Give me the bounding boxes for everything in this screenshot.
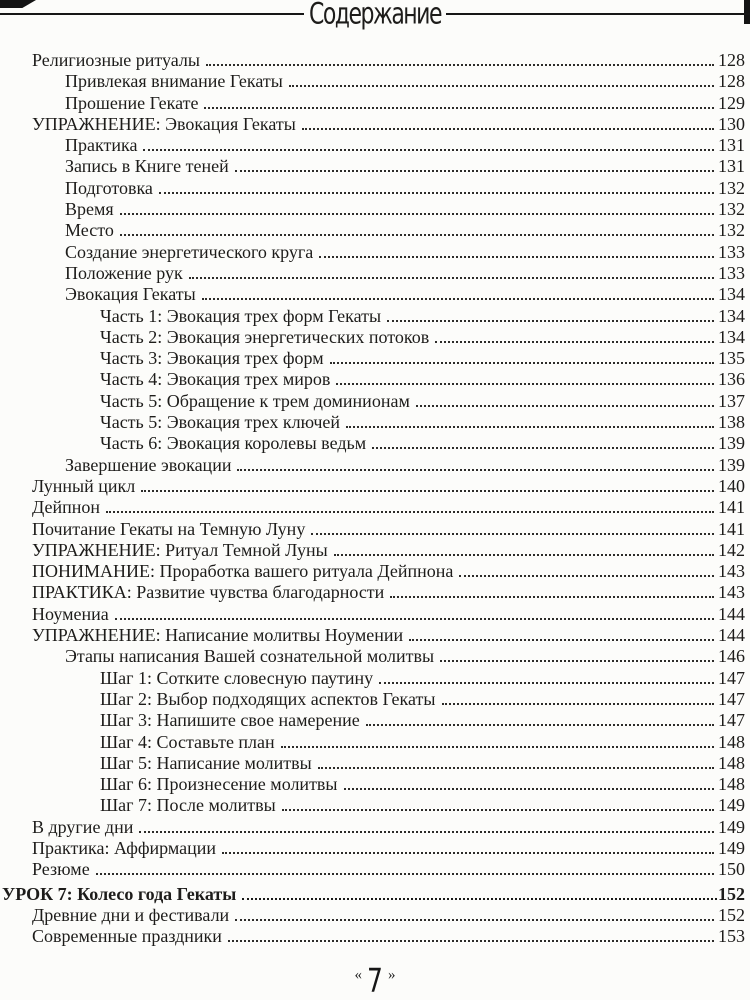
toc-entry (0, 93, 745, 114)
toc-entry-label: Время (65, 199, 114, 220)
dot-leader (440, 657, 714, 662)
toc-entry-page: 130 (718, 113, 745, 134)
dot-leader (302, 125, 714, 130)
header-rule-left (0, 13, 304, 15)
toc-entry-page: 133 (718, 262, 745, 283)
dot-leader (330, 359, 714, 364)
toc-entry-page: 133 (718, 241, 745, 262)
toc-entry-label: Практика (65, 135, 138, 156)
toc-entry-label: ПОНИМАНИЕ: Проработка вашего ритуала Дейпнона (32, 561, 454, 582)
toc-entry (0, 668, 745, 689)
toc-entry-page: 141 (718, 518, 745, 539)
dot-leader (334, 551, 714, 556)
dot-leader (106, 508, 714, 513)
dot-leader (120, 210, 714, 215)
toc-entry (0, 306, 745, 327)
toc-entry (0, 220, 745, 241)
toc-entry-label: Шаг 7: После молитвы (100, 795, 276, 816)
toc-entry-label: Часть 5: Эвокация трех ключей (100, 412, 341, 433)
toc-entry (0, 838, 745, 859)
toc-entry-label: Лунный цикл (32, 475, 136, 496)
toc-entry-label: Религиозные ритуалы (32, 50, 200, 70)
toc-entry-label: Часть 1: Эвокация трех форм Гекаты (100, 305, 382, 326)
toc-entry-page: 148 (718, 731, 745, 752)
header-rule-right (446, 13, 750, 15)
dot-leader (202, 295, 714, 300)
dot-leader (372, 444, 714, 449)
toc-entry-page: 152 (718, 883, 745, 904)
toc-entry-page: 149 (718, 816, 745, 837)
toc-entry (0, 884, 745, 905)
toc-entry-label: Часть 3: Эвокация трех форм (100, 348, 324, 369)
dot-leader (222, 849, 714, 854)
dot-leader (459, 572, 714, 577)
dot-leader (366, 721, 714, 726)
dot-leader (435, 338, 714, 343)
toc-entry (0, 926, 745, 947)
toc-entry-label: Ноумениа (32, 603, 109, 624)
toc-entry-label: Шаг 2: Выбор подходящих аспектов Гекаты (100, 688, 436, 709)
toc-entry-page: 140 (718, 475, 745, 496)
toc-entry (0, 519, 745, 540)
toc-entry-page: 131 (718, 156, 745, 177)
toc-entry (0, 71, 745, 92)
toc-entry-label: ПРАКТИКА: Развитие чувства благодарности (32, 582, 385, 603)
toc-entry-page: 139 (718, 433, 745, 454)
dot-leader (235, 167, 714, 172)
dot-leader (96, 870, 714, 875)
toc-entry-page: 132 (718, 177, 745, 198)
toc-entry-label: Прошение Гекате (65, 92, 199, 113)
toc-entry-page: 150 (718, 859, 745, 880)
toc-entry (0, 433, 745, 454)
toc-entry-page: 143 (718, 561, 745, 582)
toc-entry-page: 149 (718, 837, 745, 858)
toc-entry (0, 327, 745, 348)
toc-entry-page: 144 (718, 625, 745, 646)
toc-entry-page: 143 (718, 582, 745, 603)
dot-leader (237, 466, 714, 471)
toc-entry-label: Подготовка (65, 177, 153, 198)
toc-entry-page: 142 (718, 539, 745, 560)
dot-leader (159, 189, 714, 194)
toc-entry-label: Современные праздники (32, 926, 222, 947)
toc-entry-label: Эвокация Гекаты (65, 284, 196, 305)
toc-entry-page: 152 (718, 904, 745, 925)
toc-entry-page: 139 (718, 454, 745, 475)
toc-entry-page: 148 (718, 752, 745, 773)
footer-left-guillemet: « (354, 967, 363, 983)
toc-entry (0, 646, 745, 667)
toc-entry-label: Шаг 4: Составьте план (100, 731, 275, 752)
toc-entry (0, 50, 745, 71)
dot-leader (206, 61, 714, 66)
dot-leader (390, 593, 714, 598)
toc-entry-label: Часть 2: Эвокация энергетических потоков (100, 326, 430, 347)
dot-leader (228, 937, 714, 942)
footer-right-guillemet: » (387, 967, 396, 983)
toc-entry-label: Положение рук (65, 262, 183, 283)
toc-entry-label: Часть 6: Эвокация королевы ведьм (100, 433, 367, 454)
toc-entry-label: В другие дни (32, 816, 134, 837)
toc-entry (0, 178, 745, 199)
dot-leader (379, 679, 714, 684)
dot-leader (409, 636, 714, 641)
toc-entry-label: УРОК 7: Колесо года Гекаты (2, 883, 237, 904)
toc-entry-page: 134 (718, 326, 745, 347)
toc-entry (0, 156, 745, 177)
toc-entry-label: Практика: Аффирмации (32, 837, 217, 858)
toc-entry (0, 817, 745, 838)
toc-entry-page: 141 (718, 497, 745, 518)
toc-entry (0, 135, 745, 156)
toc-entry-page: 134 (718, 284, 745, 305)
page-footer (0, 964, 750, 998)
dot-leader (143, 146, 714, 151)
toc-entry-label: Шаг 3: Напишите свое намерение (100, 710, 360, 731)
toc-entry-label: Шаг 6: Произнесение молитвы (100, 774, 338, 795)
toc-entry (0, 242, 745, 263)
dot-leader (139, 828, 714, 833)
dot-leader (346, 423, 714, 428)
toc-entry-page: 137 (718, 390, 745, 411)
toc-entry (0, 348, 745, 369)
toc-entry-label: Шаг 1: Сотките словесную паутину (100, 667, 374, 688)
toc-entry-page: 128 (718, 71, 745, 92)
dot-leader (318, 764, 714, 769)
toc-entry-label: Дейпнон (32, 497, 101, 518)
toc-entry-page: 148 (718, 774, 745, 795)
toc-entry-page: 132 (718, 199, 745, 220)
footer-page-number: 7 (367, 962, 383, 1000)
dot-leader (242, 895, 717, 900)
toc-entry-page: 146 (718, 646, 745, 667)
toc-entry (0, 859, 745, 880)
toc-entry-page: 131 (718, 135, 745, 156)
dot-leader (282, 806, 714, 811)
toc-entry (0, 582, 745, 603)
toc-entry (0, 476, 745, 497)
dot-leader (189, 274, 714, 279)
toc-entry-label: Древние дни и фестивали (32, 904, 230, 925)
toc-entry (0, 774, 745, 795)
toc-entry-label: Часть 4: Эвокация трех миров (100, 369, 331, 390)
toc-entry (0, 753, 745, 774)
toc-entry (0, 263, 745, 284)
dot-leader (311, 530, 714, 535)
toc-entry (0, 905, 745, 926)
toc-entry (0, 455, 745, 476)
dot-leader (319, 253, 714, 258)
dot-leader (281, 743, 714, 748)
toc-entry (0, 710, 745, 731)
toc-entry-label: Запись в Книге теней (65, 156, 229, 177)
toc-entry-label: Часть 5: Обращение к трем доминионам (100, 390, 410, 411)
toc-entry-page: 149 (718, 795, 745, 816)
dot-leader (141, 487, 714, 492)
toc-entry-page: 128 (718, 50, 745, 70)
toc-entry (0, 199, 745, 220)
toc-entry-label: Этапы написания Вашей сознательной молитвы (65, 646, 435, 667)
toc-entry-page: 138 (718, 412, 745, 433)
toc-entry-label: Место (65, 220, 114, 241)
toc-entry-page: 144 (718, 603, 745, 624)
toc-entry-label: УПРАЖНЕНИЕ: Эвокация Гекаты (32, 113, 296, 134)
toc-entry (0, 369, 745, 390)
toc-entry (0, 412, 745, 433)
toc-entry (0, 689, 745, 710)
dot-leader (336, 380, 714, 385)
page-title: Содержание (308, 0, 442, 32)
toc-entry (0, 732, 745, 753)
dot-leader (120, 231, 714, 236)
toc-entry (0, 497, 745, 518)
toc-entry-label: Привлекая внимание Гекаты (65, 71, 283, 92)
toc-entry (0, 284, 745, 305)
toc-entry (0, 604, 745, 625)
toc-entry-page: 147 (718, 667, 745, 688)
toc-entry-page: 132 (718, 220, 745, 241)
toc-entry-label: Шаг 5: Написание молитвы (100, 752, 312, 773)
toc-entry-label: УПРАЖНЕНИЕ: Написание молитвы Ноумении (32, 625, 404, 646)
toc-entry-page: 134 (718, 305, 745, 326)
dot-leader (115, 615, 714, 620)
toc-entry-page: 147 (718, 710, 745, 731)
toc-entry-label: Резюме (32, 859, 90, 880)
page-header (0, 0, 750, 32)
toc-entry (0, 114, 745, 135)
dot-leader (416, 402, 714, 407)
dot-leader (235, 916, 714, 921)
toc-entry (0, 540, 745, 561)
toc-entry-label: Создание энергетического круга (65, 241, 314, 262)
toc-entry-page: 153 (718, 926, 745, 947)
dot-leader (204, 104, 714, 109)
toc-entry-page: 147 (718, 688, 745, 709)
toc-entry (0, 391, 745, 412)
dot-leader (442, 700, 714, 705)
toc-entry-label: Почитание Гекаты на Темную Луну (32, 518, 306, 539)
dot-leader (344, 785, 714, 790)
toc-entry (0, 795, 745, 816)
toc-entry-page: 136 (718, 369, 745, 390)
toc-entry-label: Завершение эвокации (65, 454, 232, 475)
toc-entry-page: 135 (718, 348, 745, 369)
toc-entry (0, 561, 745, 582)
toc-entry-label: УПРАЖНЕНИЕ: Ритуал Темной Луны (32, 539, 328, 560)
toc-entry-page: 129 (718, 92, 745, 113)
dot-leader (387, 317, 714, 322)
dot-leader (289, 82, 714, 87)
table-of-contents (0, 50, 745, 947)
toc-entry (0, 625, 745, 646)
